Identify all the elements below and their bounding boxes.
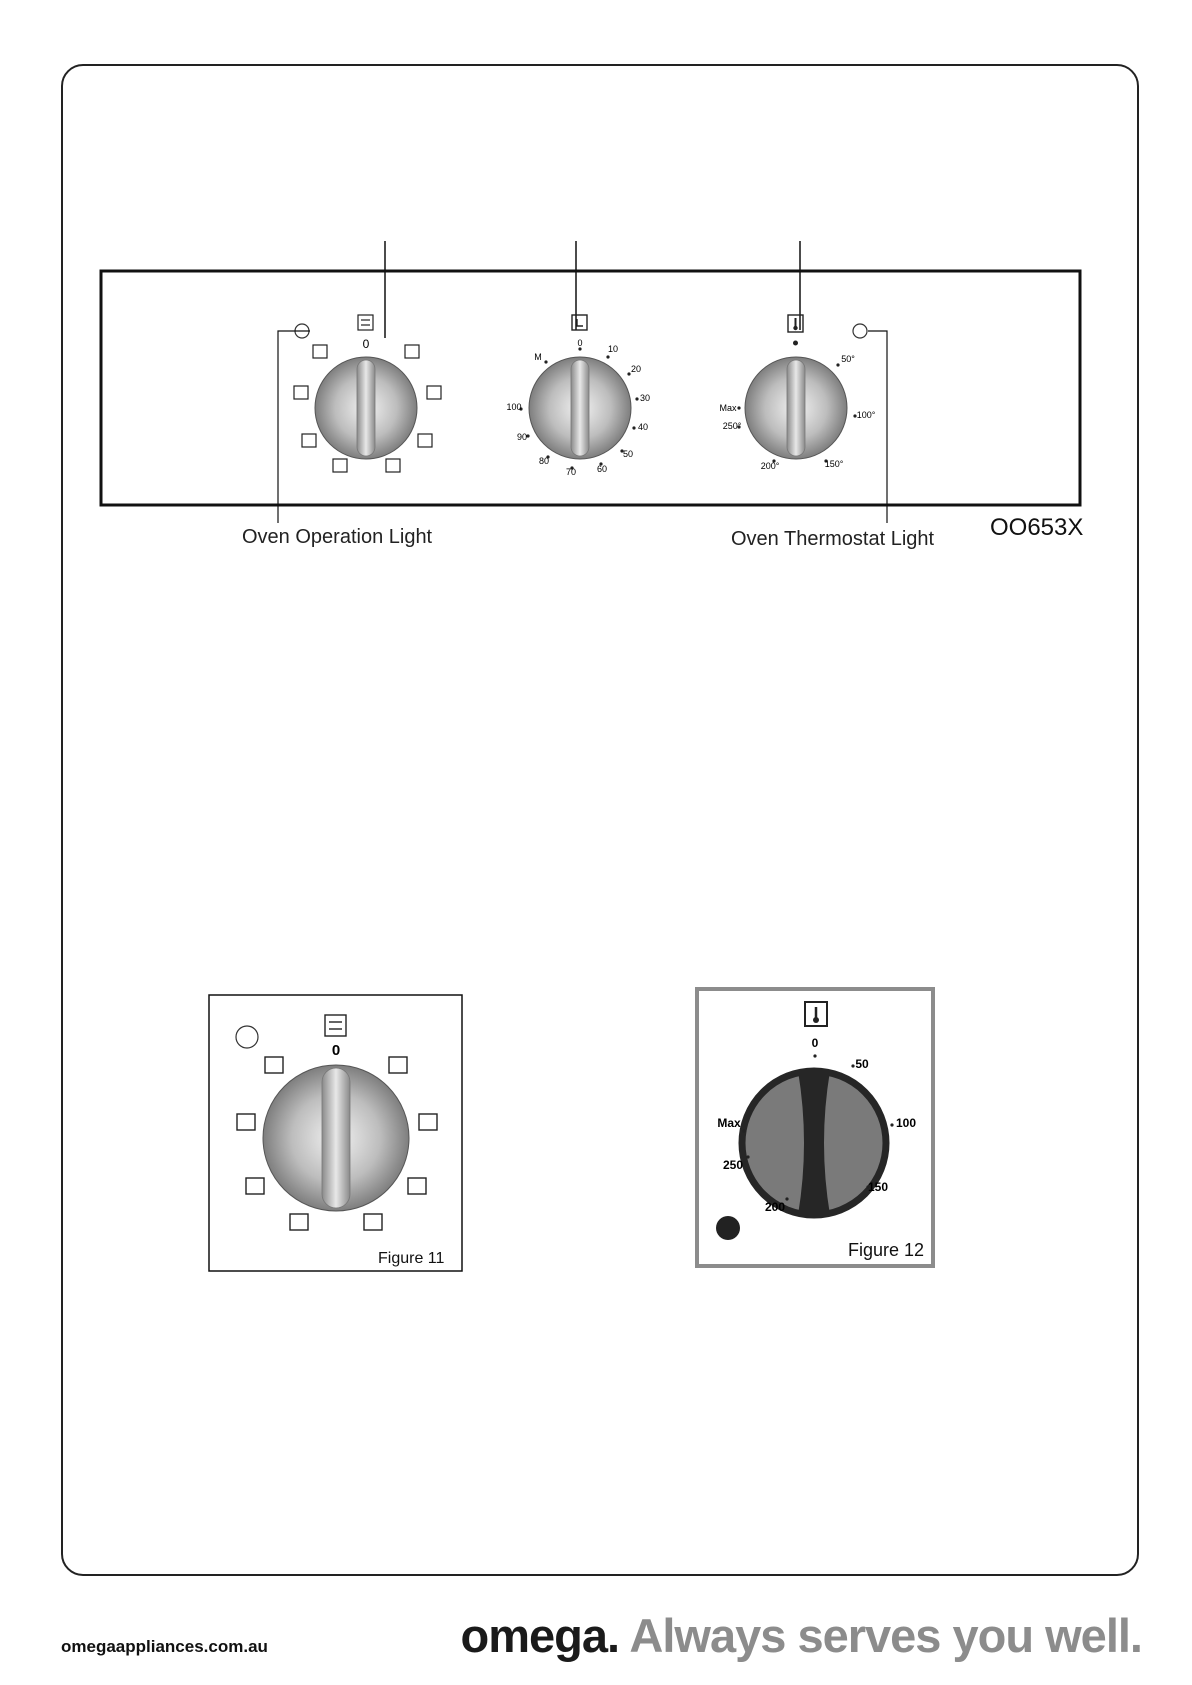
- thermo-label-3: 200°: [760, 461, 780, 471]
- figure-12-light-icon: [716, 1216, 740, 1240]
- fan-forced-icon: [386, 459, 400, 472]
- timer-label-5: 40: [637, 422, 649, 432]
- conventional-icon: [418, 434, 432, 447]
- fig12-tick-2: [890, 1123, 893, 1126]
- fig12-label-0: 0: [811, 1036, 819, 1050]
- fig12-label-2: 100: [895, 1116, 917, 1130]
- fig12-label-4: 200: [764, 1200, 786, 1214]
- timer-label-6: 50: [622, 449, 634, 459]
- function-off-icon: [358, 315, 373, 330]
- timer-icon: [572, 315, 587, 330]
- timer-tick-5: [632, 426, 635, 429]
- thermostat-knob: [745, 357, 847, 459]
- brand-tagline: Always serves you well.: [629, 1609, 1142, 1662]
- function-zero-label: 0: [362, 337, 370, 351]
- timer-label-9: 80: [538, 456, 550, 466]
- thermostat-light-leader: [868, 331, 887, 523]
- fig12-label-3: 150: [867, 1180, 889, 1194]
- timer-tick-4: [635, 397, 638, 400]
- fig12-label-1: 50: [855, 1057, 869, 1071]
- timer-tick-2: [606, 355, 609, 358]
- figure-12-knob: [742, 1071, 889, 1215]
- fan-top-icon: [427, 386, 441, 399]
- thermo-tick-5: [737, 406, 740, 409]
- thermo-tick-0: [836, 363, 839, 366]
- fig12-label-5: 250: [722, 1158, 744, 1172]
- function-knob: [315, 357, 417, 459]
- figure-12-caption: Figure 12: [848, 1240, 925, 1260]
- fig12-tick-4: [785, 1197, 788, 1200]
- thermo-label-1: 100°: [856, 410, 876, 420]
- thermo-label-0: 50°: [841, 354, 855, 364]
- fan-bottom-icon: [333, 459, 347, 472]
- figure-11-zero-label: 0: [331, 1042, 341, 1059]
- brand-slogan: [461, 1608, 1142, 1663]
- thermo-label-5: Max: [719, 403, 737, 413]
- defrost-icon: [405, 345, 419, 358]
- timer-label-8: 70: [565, 467, 577, 477]
- grill-icon: [294, 386, 308, 399]
- thermostat-light-indicator: [853, 324, 867, 338]
- grill-fan-icon: [313, 345, 327, 358]
- footer-url: omegaappliances.com.au: [61, 1637, 268, 1656]
- timer-label-7: 60: [596, 464, 608, 474]
- operation-light-callout: Oven Operation Light: [242, 526, 433, 548]
- figure-11-light-icon: [236, 1026, 258, 1048]
- fig12-label-6: Max: [717, 1116, 741, 1130]
- operation-light-leader: [278, 331, 310, 523]
- timer-label-11: 100: [506, 402, 522, 412]
- brand-name: omega.: [460, 1609, 620, 1662]
- timer-label-4: 30: [639, 393, 651, 403]
- figure-11-knob: [263, 1065, 409, 1211]
- timer-label-3: 20: [630, 364, 642, 374]
- fig12-tick-1: [851, 1064, 854, 1067]
- thermo-label-4: 250°: [722, 421, 742, 431]
- timer-label-1: 0: [577, 338, 583, 348]
- thermostat-light-callout: Oven Thermostat Light: [731, 528, 935, 550]
- fig12-tick-0: [813, 1054, 816, 1057]
- top-element-icon: [302, 434, 316, 447]
- timer-label-10: 90: [516, 432, 528, 442]
- timer-tick-0: [544, 360, 547, 363]
- timer-knob: [529, 357, 634, 459]
- fig12-tick-5: [746, 1155, 749, 1158]
- figure-11-caption: Figure 11: [378, 1250, 445, 1267]
- model-number: OO653X: [990, 514, 1084, 541]
- fig12-tick-6: [742, 1129, 745, 1132]
- thermo-label-2: 150°: [824, 459, 844, 469]
- timer-label-0: M: [534, 352, 542, 362]
- timer-label-2: 10: [607, 344, 619, 354]
